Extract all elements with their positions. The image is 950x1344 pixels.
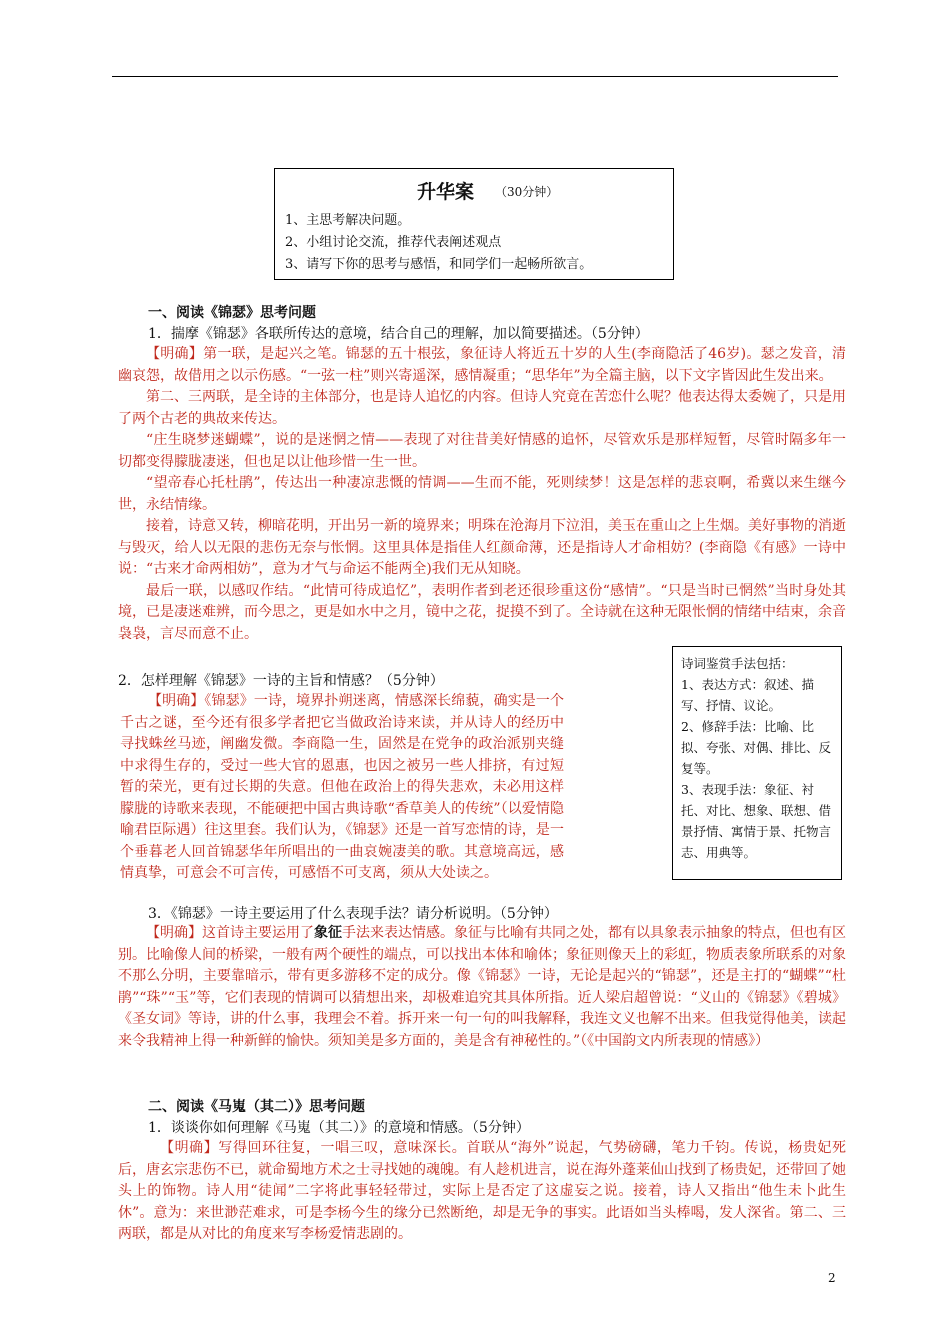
answer-body: 手法来表达情感。象征与比喻有共同之处，都有以具象表示抽象的特点，但也有区别。比喻像人间的桥梁，一般有两个硬性的端点，可以找出本体和喻体；象征则像天上的彩虹，物质表象所联系的对象不那么分明，主要靠暗示，带有更多游移不定的成分。像《锦瑟》一诗，无论是起兴的“锦瑟”，还是主打的“蝴蝶”“杜鹃”“珠”“玉”等，它们表现的情调可以猜想出来，却极难追究其具体所指。近人梁启超曾说：“义山的《锦瑟》《碧城》《圣女词》等诗，讲的什么事，我理会不着。拆开来一句一句的叫我解释，我连文义也解不出来。但我觉得他美，读起来令我精神上得一种新鲜的愉快。须知美是多方面的，美是含有神秘性的。”（《中国韵文内所表现的情感》） — [118, 925, 846, 1049]
section1-question-1: 1．揣摩《锦瑟》各联所传达的意境，结合自己的理解，加以简要描述。（5分钟） — [148, 326, 649, 342]
section1-question-3: 3．《锦瑟》一诗主要运用了什么表现手法？请分析说明。（5分钟） — [148, 906, 558, 922]
poetry-techniques-box — [672, 646, 842, 880]
section1-question-2: 2．怎样理解《锦瑟》一诗的主旨和情感？（5分钟） — [118, 673, 444, 689]
answer-paragraph: 【明确】第一联，是起兴之笔。锦瑟的五十根弦，象征诗人将近五十岁的人生(李商隐活了46岁)。瑟之发音，清幽哀怨，故借用之以示伤感。“一弦一柱”则兴寄遥深，感情凝重；“思华年”为全篇主脑，以下文字皆因此生发出来。 — [118, 346, 846, 384]
box-line-2: 2、小组讨论交流，推荐代表阐述观点 — [285, 235, 502, 250]
sidebox-line: 诗词鉴赏手法包括： — [681, 656, 794, 671]
sidebox-line: 1、表达方式：叙述、描写、抒情、议论。 — [681, 677, 814, 713]
sidebox-line: 2、修辞手法：比喻、比拟、夸张、对偶、排比、反复等。 — [681, 719, 832, 776]
section2-answer-1: 【明确】写得回环往复，一唱三叹，意味深长。首联从“海外”说起，气势磅礴，笔力千钧。传说，杨贵妃死后，唐玄宗悲伤不已，就命蜀地方术之士寻找她的魂魄。有人趁机进言，说在海外蓬莱仙山找到了杨贵妃，还带回了她头上的饰物。诗人用“徒闻”二字将此事轻轻带过，实际上是否定了这虚妄之说。接着，诗人又指出“他生未卜此生休”。意为：来世渺茫难求，可是李杨今生的缘分已然断绝，却是无争的事实。此语如当头棒喝，发人深省。第二、三两联，都是从对比的角度来写李杨爱情悲剧的。 — [118, 1140, 846, 1242]
upgrade-plan-box — [274, 168, 674, 280]
answer-paragraph: 最后一联，以感叹作结。“此情可待成追忆”，表明作者到老还很珍重这份“感情”。“只是当时已惘然”当时身处其境，已是凄迷难辨，而今思之，更是如水中之月，镜中之花，捉摸不到了。全诗就在这种无限怅惘的情绪中结束，余音袅袅，言尽而意不止。 — [118, 582, 846, 642]
answer-paragraph: 第二、三两联，是全诗的主体部分，也是诗人追忆的内容。但诗人究竟在苦恋什么呢？他表达得太委婉了，只是用了两个古老的典故来传达。 — [118, 389, 846, 427]
sidebox-line: 3、表现手法：象征、衬托、对比、想象、联想、借景抒情、寓情于景、托物言志、用典等。 — [681, 782, 832, 860]
section1-answer-3 — [118, 923, 846, 1052]
section2-question-1: 1．谈谈你如何理解《马嵬（其二）》的意境和情感。（5分钟） — [148, 1120, 530, 1136]
box-line-3: 3、请写下你的思考与感悟，和同学们一起畅所欲言。 — [285, 257, 593, 272]
section1-heading: 一、阅读《锦瑟》思考问题 — [148, 305, 316, 321]
section2-heading: 二、阅读《马嵬（其二）》思考问题 — [148, 1099, 365, 1115]
section1-answer-1 — [118, 344, 846, 645]
box-line-1: 1、主思考解决问题。 — [285, 213, 411, 228]
box-time: （30分钟） — [495, 185, 559, 199]
section1-answer-2: 【明确】《锦瑟》一诗，境界扑朔迷离，情感深长绵藐，确实是一个千古之谜，至今还有很多学者把它当做政治诗来读，并从诗人的经历中寻找蛛丝马迹，阐幽发微。李商隐一生，固然是在党争的政治派别夹缝中求得生存的，受过一些大官的恩惠，也因之被另一些人排挤，有过短暂的荣光，更有过长期的失意。但他在政治上的得失悲欢，未必用这样朦胧的诗歌来表现，不能硬把中国古典诗歌“香草美人的传统”（以爱情隐喻君臣际遇）往这里套。我们认为，《锦瑟》还是一首写恋情的诗，是一个垂暮老人回首锦瑟华年所唱出的一曲哀婉凄美的歌。其意境高远，感情真挚，可意会不可言传，可感悟不可支离，须从大处读之。 — [120, 693, 564, 881]
answer-paragraph: “庄生晓梦迷蝴蝶”，说的是迷惘之情——表现了对往昔美好情感的追怀，尽管欢乐是那样短暂，尽管时隔多年一切都变得朦胧凄迷，但也足以让他珍惜一生一世。 — [118, 432, 846, 470]
answer-prefix: 【明确】这首诗主要运用了 — [146, 925, 314, 941]
page-number: 2 — [828, 1271, 836, 1285]
header-rule — [112, 76, 838, 77]
answer-paragraph: “望帝春心托杜鹃”，传达出一种凄凉悲慨的情调——生而不能，死则续梦！这是怎样的悲哀啊，希冀以来生继今世，永结情缘。 — [118, 475, 846, 513]
box-title: 升华案 — [417, 181, 475, 203]
symbolism-keyword: 象征 — [314, 925, 342, 941]
answer-paragraph: 接着，诗意又转，柳暗花明，开出另一新的境界来；明珠在沧海月下泣泪，美玉在重山之上生烟。美好事物的消逝与毁灭，给人以无限的悲伤无奈与怅惘。这里具体是指佳人红颜命薄，还是指诗人才命相妨？(李商隐《有感》一诗中说：“古来才命两相妨”，意为才气与命运不能两全)我们无从知晓。 — [118, 518, 846, 577]
